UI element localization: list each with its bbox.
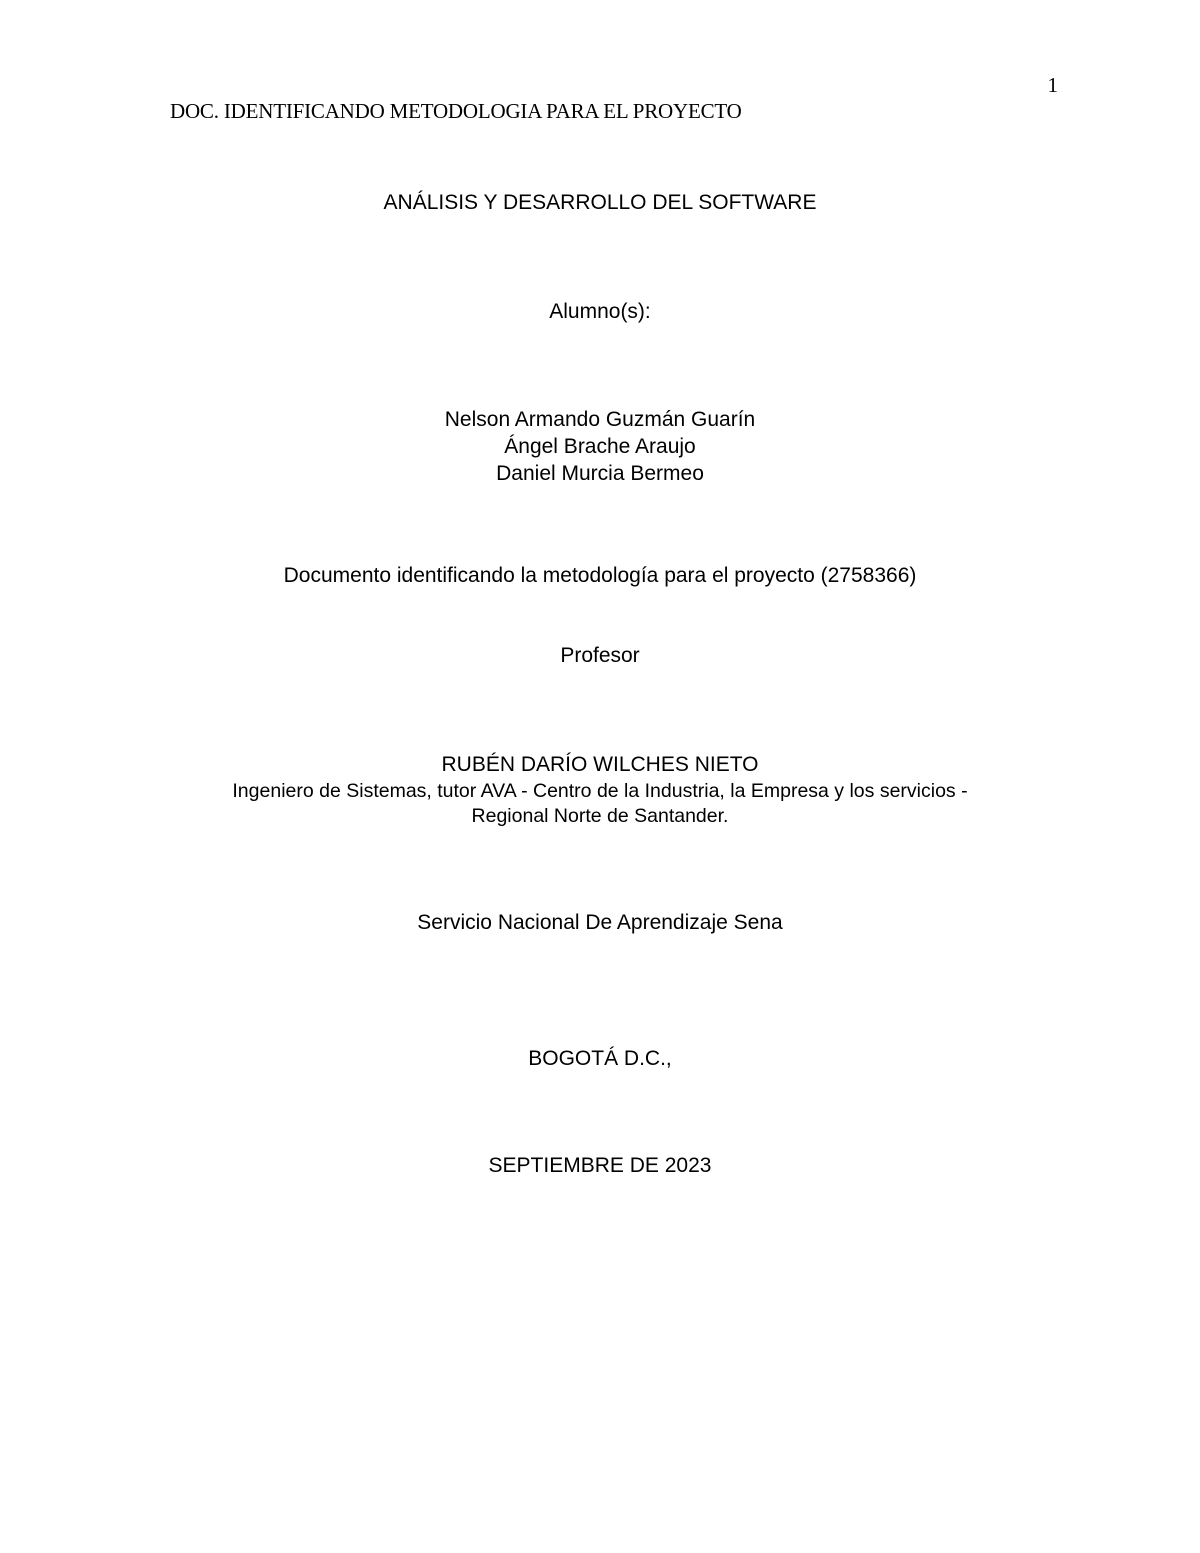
- students-label: Alumno(s):: [549, 300, 651, 323]
- professor-label: Profesor: [560, 644, 640, 667]
- running-head: DOC. IDENTIFICANDO METODOLOGIA PARA EL PROYECTO: [170, 99, 742, 123]
- program-title: ANÁLISIS Y DESARROLLO DEL SOFTWARE: [383, 191, 817, 214]
- professor-description-line: Regional Norte de Santander.: [471, 805, 729, 827]
- student-name: Daniel Murcia Bermeo: [496, 462, 704, 485]
- professor-name: RUBÉN DARÍO WILCHES NIETO: [441, 753, 759, 776]
- city: BOGOTÁ D.C.,: [528, 1047, 672, 1070]
- professor-description-line: Ingeniero de Sistemas, tutor AVA - Centro de la Industria, la Empresa y los servicios -: [232, 780, 968, 802]
- students-list: [0, 406, 1200, 487]
- institution-name: Servicio Nacional De Aprendizaje Sena: [417, 911, 783, 934]
- student-name: Ángel Brache Araujo: [504, 435, 696, 458]
- date: SEPTIEMBRE DE 2023: [488, 1154, 712, 1177]
- document-title: Documento identificando la metodología para el proyecto (2758366): [283, 564, 917, 587]
- professor-description: [0, 779, 1200, 829]
- student-name: Nelson Armando Guzmán Guarín: [444, 408, 756, 431]
- page-number: 1: [1047, 73, 1058, 97]
